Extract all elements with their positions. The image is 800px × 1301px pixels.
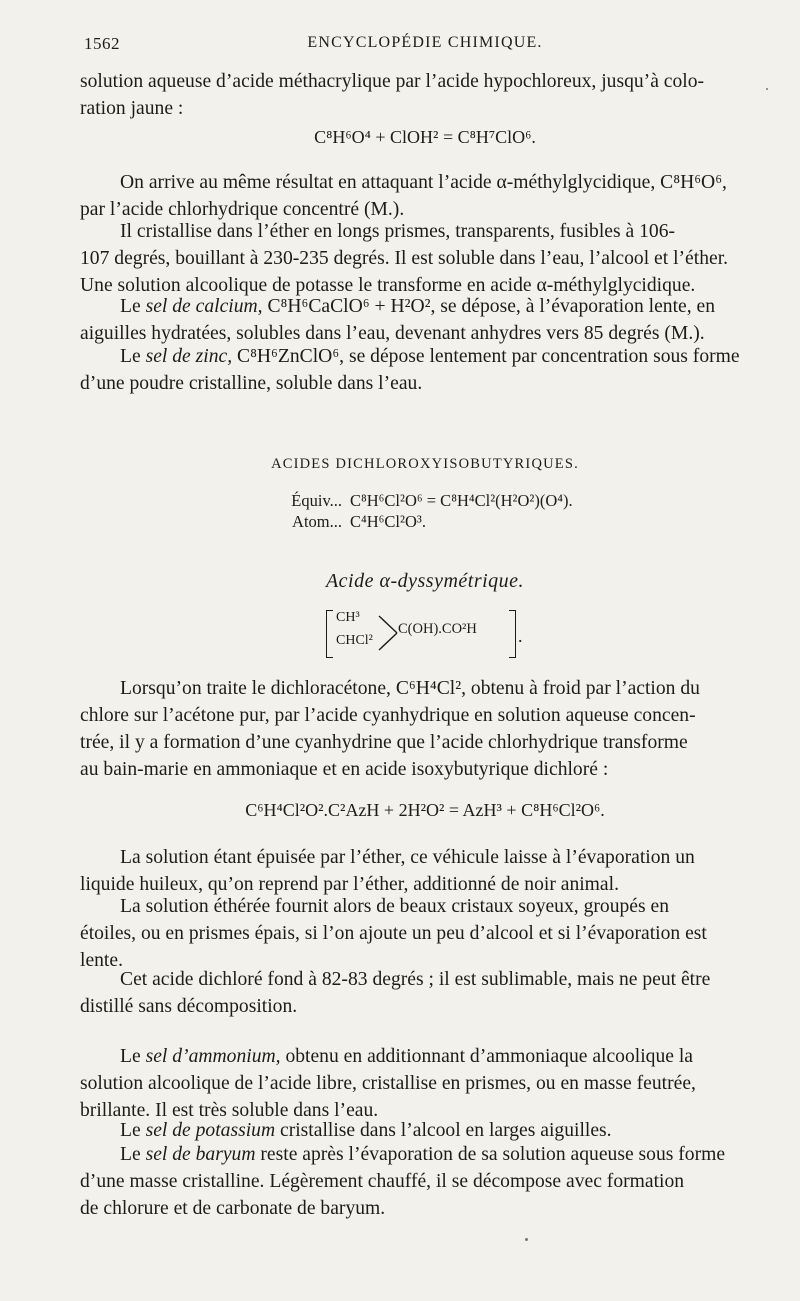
text-line (80, 1141, 770, 1168)
paper-speck (525, 1238, 528, 1241)
section-title: ACIDES DICHLOROXYISOBUTYRIQUES. (271, 456, 579, 472)
text-line: Lorsqu’on traite le dichloracétone, C⁶H⁴Cl², obtenu à froid par l’action du (120, 678, 700, 699)
text-line (80, 1043, 770, 1070)
page-number: 1562 (84, 34, 120, 53)
text-line: par l’acide chlorhydrique concentré (M.). (80, 199, 405, 220)
paragraph-melting-point (80, 966, 770, 1020)
atom-line (256, 511, 426, 533)
text-fragment: obtenu en additionnant d’ammoniaque alcoolique la (280, 1046, 693, 1067)
text-line: brillante. Il est très soluble dans l’eau. (80, 1100, 379, 1121)
text-line: Cet acide dichloré fond à 82-83 degrés ; il est sublimable, mais ne peut être (120, 969, 711, 990)
text-fragment: C⁸H⁶CaClO⁶ + H²O², se dépose, à l’évaporation lente, en (262, 296, 716, 317)
paper-speck (766, 88, 768, 90)
formula-cyanhydrin: C⁶H⁴Cl²O².C²AzH + 2H²O² = AzH³ + C⁸H⁶Cl²O⁶. (245, 800, 605, 820)
salt-name: sel de potassium (145, 1120, 276, 1141)
right-bracket (509, 610, 516, 658)
converging-bond-icon (378, 612, 400, 656)
text-fragment: Le (120, 346, 146, 367)
salt-name: sel d’ammonium, (145, 1046, 281, 1067)
paragraph-baryum-salt (80, 1141, 770, 1222)
text-fragment: C⁸H⁶ZnClO⁶, se dépose lentement par concentration sous forme (232, 346, 740, 367)
text-line (80, 343, 770, 370)
text-fragment: Le (120, 1144, 146, 1165)
paragraph-ammonium-salt (80, 1043, 770, 1124)
paragraph-dichloracetone (80, 675, 770, 783)
paragraph-potassium-salt (80, 1117, 770, 1144)
paragraph-crystals (80, 893, 770, 974)
group-dichloromethyl: CHCl² (336, 633, 373, 648)
text-line: La solution étant épuisée par l’éther, ce véhicule laisse à l’évaporation un (120, 847, 695, 868)
text-fragment: Le (120, 296, 146, 317)
paragraph-crystallisation (80, 218, 770, 299)
text-line: Une solution alcoolique de potasse le transforme en acide α-méthylglycidique. (80, 275, 696, 296)
text-line: distillé sans décomposition. (80, 996, 298, 1017)
paragraph-zinc-salt (80, 343, 770, 397)
text-fragment: reste après l’évaporation de sa solution aqueuse sous forme (255, 1144, 726, 1165)
left-bracket (326, 610, 333, 658)
page-header (80, 34, 770, 58)
text-line: lente. (80, 950, 123, 971)
text-line: trée, il y a formation d’une cyanhydrine que l’acide chlorhydrique transforme (80, 732, 688, 753)
formula-hypochlorous: C⁸H⁶O⁴ + ClOH² = C⁸H⁷ClO⁶. (314, 127, 536, 147)
text-line: 107 degrés, bouillant à 230-235 degrés. Il est soluble dans l’eau, l’alcool et l’éther. (80, 248, 729, 269)
text-line: d’une masse cristalline. Légèrement chauffé, il se décompose avec formation (80, 1171, 685, 1192)
text-line: solution aqueuse d’acide méthacrylique par l’acide hypochloreux, jusqu’à colo- (80, 71, 705, 92)
equiv-formula: C⁸H⁶Cl²O⁶ = C⁸H⁴Cl²(H²O²)(O⁴). (350, 491, 573, 510)
subsection-title: Acide α-dyssymétrique. (325, 570, 525, 592)
salt-name: sel de calcium, (145, 296, 263, 317)
structure-period: . (518, 626, 523, 646)
structural-formula (326, 610, 526, 660)
text-line: de chlorure et de carbonate de baryum. (80, 1198, 386, 1219)
text-line: ration jaune : (80, 98, 184, 119)
text-line (80, 293, 770, 320)
paragraph-ether-extraction (80, 844, 770, 898)
text-line: chlore sur l’acétone pur, par l’acide cyanhydrique en solution aqueuse concen- (80, 705, 696, 726)
salt-name: sel de zinc, (145, 346, 233, 367)
atom-formula: C⁴H⁶Cl²O³. (350, 512, 426, 531)
text-line: On arrive au même résultat en attaquant l’acide α-méthylglycidique, C⁸H⁶O⁶, (120, 172, 727, 193)
group-methyl: CH³ (336, 610, 360, 625)
salt-name: sel de baryum (145, 1144, 256, 1165)
text-line: La solution éthérée fournit alors de beaux cristaux soyeux, groupés en (120, 896, 669, 917)
text-line: d’une poudre cristalline, soluble dans l’eau. (80, 373, 423, 394)
equiv-label: Équiv... (291, 491, 342, 510)
text-fragment: cristallise dans l’alcool en larges aiguilles. (275, 1120, 612, 1141)
text-fragment: Le (120, 1120, 146, 1141)
paragraph-calcium-salt (80, 293, 770, 347)
text-line: solution alcoolique de l’acide libre, cristallise en prismes, ou en masse feutrée, (80, 1073, 696, 1094)
text-line (80, 1117, 770, 1144)
equiv-line (256, 490, 573, 512)
text-line: aiguilles hydratées, solubles dans l’eau, devenant anhydres vers 85 degrés (M.). (80, 323, 705, 344)
text-line: au bain-marie en ammoniaque et en acide isoxybutyrique dichloré : (80, 759, 609, 780)
running-head: ENCYCLOPÉDIE CHIMIQUE. (307, 34, 543, 51)
atom-label: Atom... (292, 512, 342, 531)
paragraph-methylglycidique (80, 169, 770, 223)
text-fragment: Le (120, 1046, 146, 1067)
text-line: étoiles, ou en prismes épais, si l’on ajoute un peu d’alcool et si l’évaporation est (80, 923, 707, 944)
intro-paragraph (80, 68, 770, 122)
text-line: Il cristallise dans l’éther en longs prismes, transparents, fusibles à 106- (120, 221, 676, 242)
text-line: liquide huileux, qu’on reprend par l’éther, additionné de noir animal. (80, 874, 619, 895)
group-carboxyl: C(OH).CO²H (398, 621, 477, 637)
